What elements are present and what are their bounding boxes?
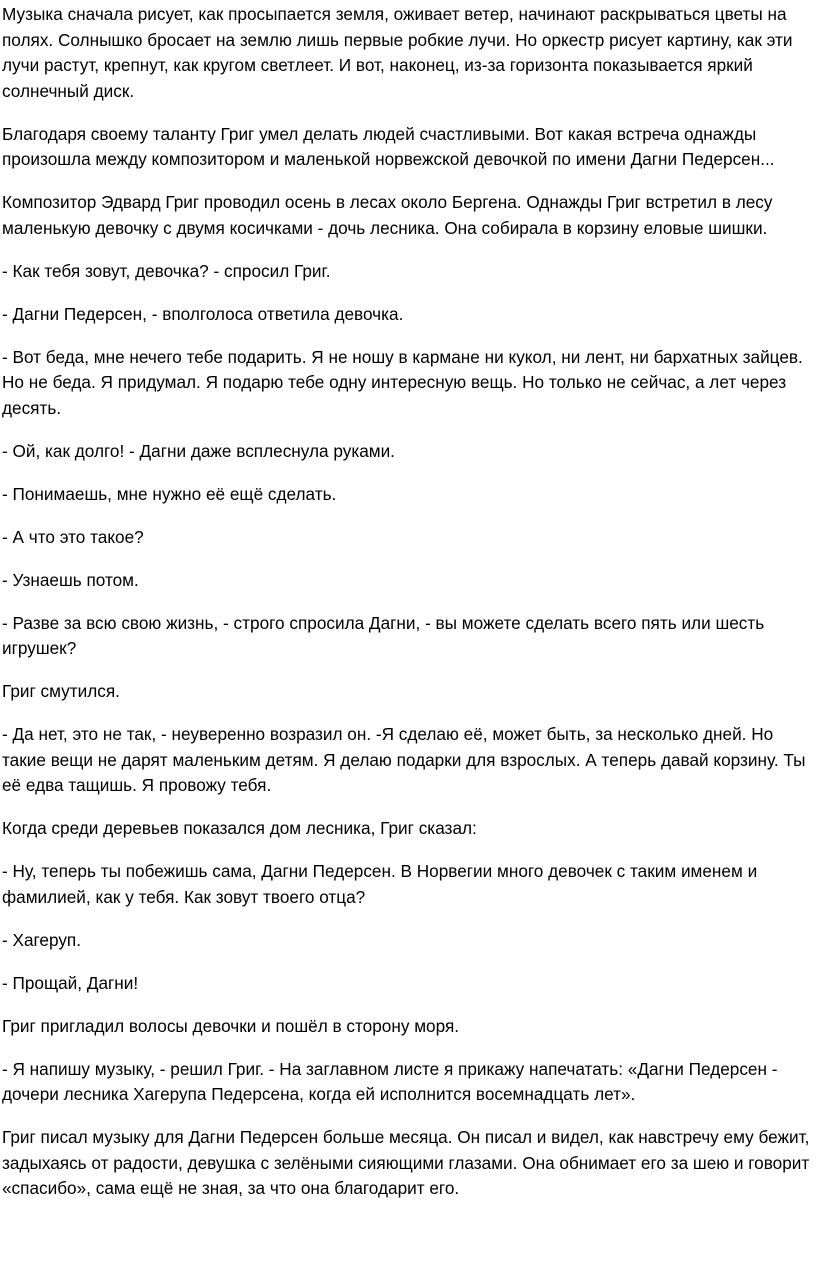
paragraph-16: - Хагеруп. [2, 929, 82, 950]
paragraph-3: Композитор Эдвард Григ проводил осень в лесах около Бергена. Однажды Григ встретил в лесу маленькую девочку с двумя косичками - дочь лесника. Она собирала в корзину еловые шишки. [2, 192, 773, 238]
paragraph-8: - Понимаешь, мне нужно её ещё сделать. [2, 483, 337, 504]
paragraph-11: - Разве за всю свою жизнь, - строго спросила Дагни, - вы можете сделать всего пять или шесть игрушек? [2, 612, 765, 658]
paragraph-15: - Ну, теперь ты побежишь сама, Дагни Педерсен. В Норвегии много девочек с таким именем и фамилией, как у тебя. Как зовут твоего отца? [2, 861, 758, 907]
paragraph-18: Григ пригладил волосы девочки и пошёл в сторону моря. [2, 1015, 460, 1036]
paragraph-12: Григ смутился. [2, 681, 120, 701]
paragraph-2: Благодаря своему таланту Григ умел делать людей счастливыми. Вот какая встреча однажды произошла между композитором и маленькой норвежской девочкой по имени Дагни Педерсен... [2, 123, 775, 169]
paragraph-20: Григ писал музыку для Дагни Педерсен больше месяца. Он писал и видел, как навстречу ему бежит, задыхаясь от радости, девушка с зелёными сияющими глазами. Она обнимает его за шею и говорит «спасибо», сама ещё не зная, за что она благодарит его. [2, 1127, 810, 1198]
paragraph-6: - Вот беда, мне нечего тебе подарить. Я не ношу в кармане ни кукол, ни лент, ни бархатных зайцев. Но не беда. Я придумал. Я подарю тебе одну интересную вещь. Но только не сейчас, а лет через десять. [2, 346, 803, 418]
paragraph-14: Когда среди деревьев показался дом лесника, Григ сказал: [2, 818, 477, 838]
paragraph-7: - Ой, как долго! - Дагни даже всплеснула руками. [2, 440, 395, 461]
paragraph-1: Музыка сначала рисует, как просыпается земля, оживает ветер, начинают раскрываться цветы на полях. Солнышко бросает на землю лишь первые робкие лучи. Но оркестр рисует картину, как эти лучи растут, крепнут, как кругом светлеет. И вот, наконец, из-за горизонта показывается яркий солнечный диск. [2, 4, 793, 101]
paragraph-4: - Как тебя зовут, девочка? - спросил Григ. [2, 260, 331, 281]
paragraph-5: - Дагни Педерсен, - вполголоса ответила девочка. [2, 303, 404, 324]
paragraph-9: - А что это такое? [2, 526, 144, 547]
paragraph-17: - Прощай, Дагни! [2, 972, 139, 993]
paragraph-13: - Да нет, это не так, - неуверенно возразил он. -Я сделаю её, может быть, за несколько дней. Но такие вещи не дарят маленьким детям. Я делаю подарки для взрослых. А теперь давай корзину. Ты её едва тащишь. Я провожу тебя. [2, 724, 806, 795]
paragraph-10: - Узнаешь потом. [2, 569, 139, 590]
paragraph-19: - Я напишу музыку, - решил Григ. - На заглавном листе я прикажу напечатать: «Дагни Педерсен - дочери лесника Хагерупа Педерсена, когда ей исполнится восемнадцать лет». [2, 1058, 778, 1104]
